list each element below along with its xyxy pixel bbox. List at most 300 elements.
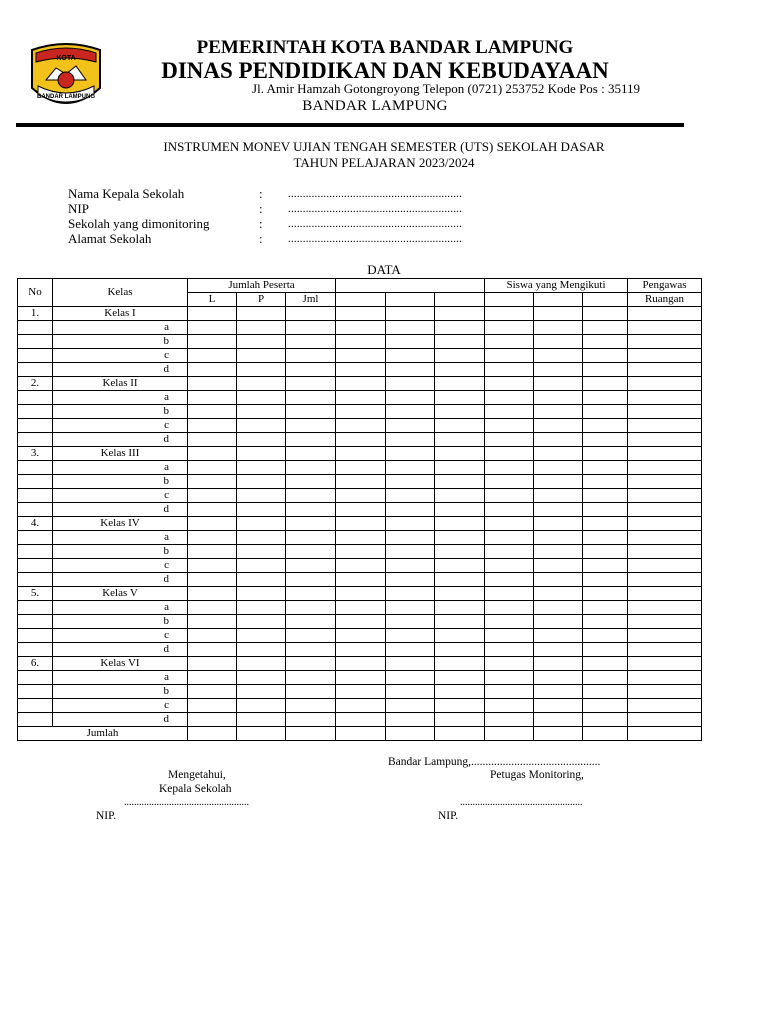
row-subclass: d — [53, 713, 188, 727]
table-cell — [237, 531, 286, 545]
table-cell — [188, 587, 237, 601]
table-cell — [628, 377, 702, 391]
table-cell — [386, 727, 435, 741]
table-cell — [188, 615, 237, 629]
table-row — [18, 363, 702, 377]
table-row — [18, 699, 702, 713]
table-row — [18, 671, 702, 685]
table-cell — [286, 349, 336, 363]
table-cell — [583, 685, 628, 699]
table-cell — [336, 657, 386, 671]
row-subclass: a — [53, 531, 188, 545]
info-colon: : — [259, 231, 263, 246]
row-kelas: Kelas VI — [53, 657, 188, 671]
table-row — [18, 503, 702, 517]
table-cell — [534, 475, 583, 489]
table-cell — [237, 349, 286, 363]
table-cell — [628, 601, 702, 615]
table-cell — [237, 615, 286, 629]
table-cell — [485, 405, 534, 419]
signature-right-nip: NIP. — [438, 810, 459, 822]
table-cell — [18, 363, 53, 377]
table-cell — [336, 573, 386, 587]
table-cell — [336, 447, 386, 461]
table-cell — [628, 503, 702, 517]
table-cell — [485, 573, 534, 587]
row-subclass: c — [53, 629, 188, 643]
table-cell — [286, 601, 336, 615]
table-cell — [534, 349, 583, 363]
table-cell — [336, 629, 386, 643]
info-colon: : — [259, 201, 263, 216]
table-cell — [286, 447, 336, 461]
table-cell — [188, 349, 237, 363]
table-cell — [435, 629, 485, 643]
info-colon: : — [259, 186, 263, 201]
table-cell — [18, 419, 53, 433]
table-cell — [18, 349, 53, 363]
table-cell — [583, 475, 628, 489]
table-row — [18, 587, 702, 601]
header-p: P — [237, 293, 286, 307]
table-cell — [628, 685, 702, 699]
table-cell — [435, 475, 485, 489]
table-row — [18, 629, 702, 643]
table-cell — [386, 713, 435, 727]
table-cell — [628, 363, 702, 377]
table-row — [18, 349, 702, 363]
table-cell — [628, 559, 702, 573]
row-subclass: c — [53, 489, 188, 503]
row-subclass: c — [53, 559, 188, 573]
table-cell — [386, 629, 435, 643]
table-cell — [386, 349, 435, 363]
table-cell — [485, 377, 534, 391]
table-cell — [286, 335, 336, 349]
row-no: 2. — [18, 377, 53, 391]
table-cell — [435, 307, 485, 321]
table-cell — [18, 321, 53, 335]
header-jml: Jml — [286, 293, 336, 307]
table-cell — [435, 601, 485, 615]
table-cell — [485, 629, 534, 643]
table-row — [18, 405, 702, 419]
table-cell — [386, 643, 435, 657]
table-cell — [18, 475, 53, 489]
table-cell — [435, 349, 485, 363]
table-cell — [286, 657, 336, 671]
table-cell — [583, 447, 628, 461]
table-cell — [336, 615, 386, 629]
row-subclass: a — [53, 461, 188, 475]
table-cell — [188, 517, 237, 531]
table-cell — [336, 685, 386, 699]
table-cell — [188, 657, 237, 671]
table-cell — [336, 587, 386, 601]
table-cell — [628, 307, 702, 321]
table-cell — [386, 545, 435, 559]
table-cell — [18, 713, 53, 727]
table-cell — [485, 447, 534, 461]
table-cell — [188, 559, 237, 573]
table-cell — [534, 657, 583, 671]
table-cell — [286, 587, 336, 601]
header-jumlah-peserta: Jumlah Peserta — [188, 279, 336, 293]
table-cell — [583, 461, 628, 475]
info-label: Nama Kepala Sekolah — [68, 186, 185, 201]
table-cell — [628, 699, 702, 713]
table-cell — [188, 363, 237, 377]
table-cell — [286, 643, 336, 657]
table-cell — [485, 349, 534, 363]
table-cell — [237, 559, 286, 573]
table-cell — [188, 671, 237, 685]
table-cell — [386, 615, 435, 629]
table-cell — [628, 727, 702, 741]
table-cell — [435, 405, 485, 419]
header-siswa-mengikuti: Siswa yang Mengikuti — [485, 279, 628, 293]
table-cell — [336, 321, 386, 335]
table-cell — [336, 545, 386, 559]
table-cell — [188, 461, 237, 475]
row-no: 3. — [18, 447, 53, 461]
city-logo — [22, 40, 110, 116]
table-cell — [336, 391, 386, 405]
info-label: Alamat Sekolah — [68, 231, 152, 246]
table-cell — [485, 587, 534, 601]
table-cell — [485, 643, 534, 657]
table-cell — [628, 517, 702, 531]
table-cell — [237, 713, 286, 727]
table-cell — [386, 699, 435, 713]
table-cell — [386, 307, 435, 321]
row-subclass: b — [53, 335, 188, 349]
table-cell — [583, 335, 628, 349]
header-kelas: Kelas — [53, 279, 188, 307]
table-cell — [286, 545, 336, 559]
table-cell — [286, 363, 336, 377]
table-cell — [583, 671, 628, 685]
row-no: 6. — [18, 657, 53, 671]
logo-bottom-text: BANDAR LAMPUNG — [37, 94, 95, 100]
table-row — [18, 573, 702, 587]
table-cell — [286, 503, 336, 517]
table-cell — [237, 433, 286, 447]
table-cell — [188, 447, 237, 461]
place-date: Bandar Lampung,............................................. — [388, 756, 601, 768]
table-cell — [534, 363, 583, 377]
table-cell — [237, 587, 286, 601]
table-cell — [286, 433, 336, 447]
table-cell — [485, 615, 534, 629]
table-cell — [534, 461, 583, 475]
table-cell — [628, 671, 702, 685]
table-cell — [286, 727, 336, 741]
table-cell — [583, 489, 628, 503]
table-cell — [435, 335, 485, 349]
table-row — [18, 433, 702, 447]
table-cell — [237, 503, 286, 517]
table-cell — [485, 335, 534, 349]
table-cell — [286, 629, 336, 643]
table-cell — [237, 391, 286, 405]
table-cell — [583, 349, 628, 363]
table-cell — [583, 419, 628, 433]
table-cell — [237, 419, 286, 433]
row-kelas: Kelas I — [53, 307, 188, 321]
table-cell — [386, 405, 435, 419]
table-cell — [336, 405, 386, 419]
table-cell — [485, 685, 534, 699]
table-cell — [628, 391, 702, 405]
table-cell — [583, 503, 628, 517]
signature-acknowledged: Mengetahui, — [168, 769, 226, 781]
table-cell — [435, 587, 485, 601]
table-cell — [386, 559, 435, 573]
table-cell — [237, 363, 286, 377]
table-cell — [336, 517, 386, 531]
table-cell — [485, 671, 534, 685]
table-cell — [628, 419, 702, 433]
table-cell — [237, 657, 286, 671]
table-cell — [583, 377, 628, 391]
signature-left-nip: NIP. — [96, 810, 117, 822]
table-row — [18, 475, 702, 489]
table-cell — [534, 447, 583, 461]
table-cell — [286, 559, 336, 573]
row-subclass: d — [53, 433, 188, 447]
table-cell — [386, 657, 435, 671]
table-cell — [336, 349, 386, 363]
table-cell — [628, 643, 702, 657]
table-cell — [286, 475, 336, 489]
table-cell — [628, 461, 702, 475]
table-cell — [188, 433, 237, 447]
table-cell — [534, 545, 583, 559]
table-cell — [336, 727, 386, 741]
table-cell — [534, 419, 583, 433]
table-cell — [188, 489, 237, 503]
row-subclass: c — [53, 349, 188, 363]
table-cell — [336, 699, 386, 713]
table-cell — [628, 657, 702, 671]
table-cell — [237, 685, 286, 699]
table-cell — [286, 685, 336, 699]
signature-left-dots: .................................................. — [124, 797, 249, 808]
table-cell — [485, 699, 534, 713]
table-cell — [485, 657, 534, 671]
table-cell — [583, 713, 628, 727]
table-cell — [435, 615, 485, 629]
table-cell — [435, 461, 485, 475]
table-cell — [534, 671, 583, 685]
table-cell — [237, 377, 286, 391]
table-row — [18, 657, 702, 671]
doc-title-line1: INSTRUMEN MONEV UJIAN TENGAH SEMESTER (UTS) SEKOLAH DASAR — [163, 139, 605, 154]
table-cell — [18, 559, 53, 573]
table-cell — [336, 307, 386, 321]
table-cell — [286, 405, 336, 419]
table-cell — [386, 685, 435, 699]
table-cell — [18, 545, 53, 559]
table-cell — [386, 335, 435, 349]
table-cell — [435, 643, 485, 657]
table-row — [18, 335, 702, 349]
table-cell — [18, 601, 53, 615]
table-cell — [336, 559, 386, 573]
table-cell — [286, 307, 336, 321]
table-cell — [485, 601, 534, 615]
table-cell — [435, 713, 485, 727]
table-cell — [188, 335, 237, 349]
table-row — [18, 601, 702, 615]
table-cell — [485, 321, 534, 335]
row-subclass: a — [53, 601, 188, 615]
table-cell — [534, 601, 583, 615]
table-cell — [336, 419, 386, 433]
table-cell — [18, 699, 53, 713]
table-cell — [386, 475, 435, 489]
header-l: L — [188, 293, 237, 307]
info-dots: ........................................................... — [288, 233, 463, 245]
table-cell — [583, 587, 628, 601]
table-cell — [628, 489, 702, 503]
row-subclass: a — [53, 321, 188, 335]
table-cell — [435, 531, 485, 545]
table-cell — [628, 615, 702, 629]
table-cell — [534, 559, 583, 573]
table-cell — [583, 307, 628, 321]
table-cell — [583, 531, 628, 545]
table-cell — [583, 727, 628, 741]
signature-headmaster: Kepala Sekolah — [159, 783, 232, 795]
table-cell — [336, 503, 386, 517]
table-row — [18, 643, 702, 657]
table-cell — [435, 685, 485, 699]
table-cell — [583, 433, 628, 447]
row-subclass: d — [53, 643, 188, 657]
table-row — [18, 419, 702, 433]
table-cell — [583, 573, 628, 587]
info-label: NIP — [68, 201, 89, 216]
row-subclass: d — [53, 503, 188, 517]
table-cell — [435, 419, 485, 433]
table-cell — [18, 461, 53, 475]
table-cell — [188, 629, 237, 643]
table-cell — [386, 573, 435, 587]
table-cell — [583, 699, 628, 713]
table-cell — [336, 475, 386, 489]
table-cell — [18, 391, 53, 405]
table-cell — [534, 489, 583, 503]
table-cell — [485, 559, 534, 573]
table-cell — [18, 573, 53, 587]
table-cell — [286, 321, 336, 335]
row-subclass: d — [53, 363, 188, 377]
table-cell — [386, 531, 435, 545]
header-no: No — [18, 279, 53, 307]
table-cell — [237, 671, 286, 685]
table-cell — [583, 363, 628, 377]
table-cell — [336, 461, 386, 475]
data-table — [17, 278, 702, 741]
table-cell — [386, 321, 435, 335]
row-no: 5. — [18, 587, 53, 601]
table-cell — [286, 377, 336, 391]
row-kelas: Kelas V — [53, 587, 188, 601]
table-cell — [534, 713, 583, 727]
table-cell — [583, 405, 628, 419]
table-cell — [435, 447, 485, 461]
table-cell — [386, 391, 435, 405]
table-cell — [628, 433, 702, 447]
table-cell — [435, 433, 485, 447]
table-cell — [237, 545, 286, 559]
table-cell — [628, 713, 702, 727]
table-cell — [237, 699, 286, 713]
table-row — [18, 461, 702, 475]
logo-top-text: KOTA — [56, 55, 76, 62]
table-cell — [583, 615, 628, 629]
info-label: Sekolah yang dimonitoring — [68, 216, 210, 231]
table-cell — [188, 321, 237, 335]
table-cell — [435, 727, 485, 741]
table-cell — [485, 475, 534, 489]
table-row — [18, 531, 702, 545]
table-row — [18, 559, 702, 573]
table-cell — [237, 405, 286, 419]
table-cell — [435, 699, 485, 713]
table-cell — [628, 447, 702, 461]
table-cell — [188, 573, 237, 587]
table-cell — [435, 517, 485, 531]
row-subclass: b — [53, 545, 188, 559]
table-cell — [534, 377, 583, 391]
table-cell — [237, 573, 286, 587]
table-cell — [485, 531, 534, 545]
row-kelas: Kelas IV — [53, 517, 188, 531]
row-subclass: a — [53, 671, 188, 685]
table-cell — [286, 461, 336, 475]
info-dots: ........................................................... — [288, 203, 463, 215]
info-dots: ........................................................... — [288, 188, 463, 200]
table-cell — [485, 363, 534, 377]
table-cell — [188, 545, 237, 559]
table-cell — [583, 559, 628, 573]
table-cell — [237, 335, 286, 349]
table-row — [18, 447, 702, 461]
data-title: DATA — [367, 262, 401, 277]
header-address: Jl. Amir Hamzah Gotongroyong Telepon (0721) 253752 Kode Pos : 35119 — [252, 81, 640, 96]
table-cell — [336, 433, 386, 447]
table-cell — [18, 433, 53, 447]
table-cell — [188, 699, 237, 713]
table-total-row — [18, 727, 702, 741]
table-row — [18, 307, 702, 321]
table-cell — [386, 419, 435, 433]
table-row — [18, 713, 702, 727]
table-cell — [583, 629, 628, 643]
table-cell — [534, 391, 583, 405]
table-cell — [435, 671, 485, 685]
table-cell — [628, 349, 702, 363]
table-cell — [237, 643, 286, 657]
table-cell — [188, 713, 237, 727]
table-row — [18, 391, 702, 405]
table-cell — [534, 629, 583, 643]
header-line2: DINAS PENDIDIKAN DAN KEBUDAYAAN — [161, 58, 609, 83]
table-cell — [435, 363, 485, 377]
